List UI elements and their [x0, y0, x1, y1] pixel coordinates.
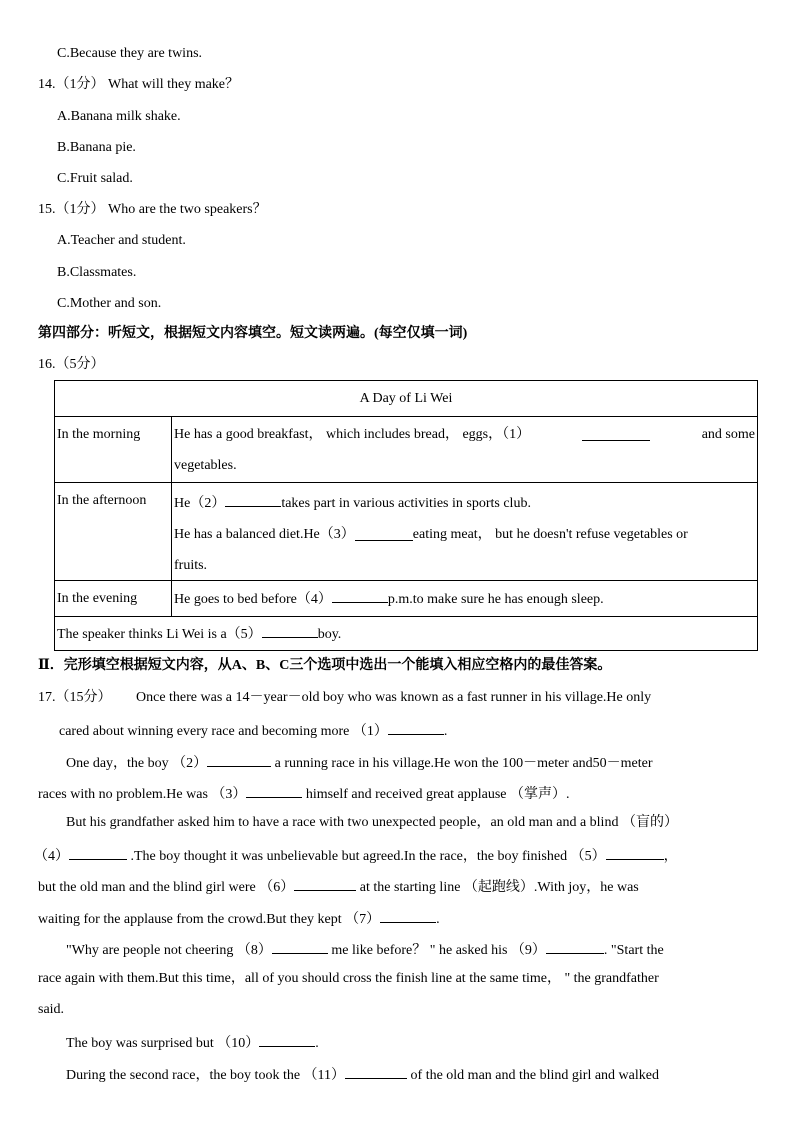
blank-2[interactable]: [225, 492, 281, 507]
q14-option-c: C.Fruit salad.: [57, 171, 133, 186]
afternoon-cell: [172, 483, 758, 581]
evening-text-b: p.m.to make sure he has enough sleep.: [387, 592, 604, 607]
q15-text: Who are the two speakers？: [108, 202, 267, 217]
q17-text-8a: waiting for the applause from the crowd.But they kept （7）: [38, 912, 381, 927]
blank-q17-7[interactable]: [380, 908, 436, 923]
section2-heading: Ⅱ．完形填空根据短文内容，从A、B、C三个选项中选出一个能填入相应空格内的最佳答案。: [38, 658, 612, 673]
q17-line-10: race again with them.But this time，all of you should cross the finish line at the same time， " the grandfather: [38, 971, 659, 986]
blank-q17-8[interactable]: [272, 939, 328, 954]
q13-option-c: C.Because they are twins.: [57, 46, 203, 61]
q17-line-3: [66, 752, 653, 773]
blank-5[interactable]: [262, 623, 318, 638]
q17-line-13: [66, 1064, 659, 1085]
evening-cell: [172, 581, 758, 617]
afternoon-text-2a: He has a balanced diet.He（3）: [174, 527, 355, 542]
afternoon-text-1b: takes part in various activities in sports club.: [281, 496, 531, 511]
q14-question: [38, 76, 239, 94]
q17-text-1: Once there was a 14－year－old boy who was known as a fast runner in his village.He only: [136, 690, 652, 705]
q17-line-11: said.: [38, 1002, 65, 1017]
q17-text-9b: me like before？ " he asked his （9）: [331, 943, 546, 958]
q17-text-3a: One day，the boy （2）: [66, 756, 208, 771]
q17-line-8: [38, 908, 440, 929]
q17-score: （15分）: [55, 690, 112, 705]
blank-q17-6[interactable]: [294, 876, 356, 891]
q17-line-4: [38, 783, 569, 804]
q17-text-13b: of the old man and the blind girl and walked: [410, 1068, 659, 1083]
blank-4[interactable]: [332, 588, 388, 603]
q17-line-5: But his grandfather asked him to have a race with two unexpected people，an old man and a blind （盲的）: [66, 815, 678, 830]
q17-line-9: [66, 939, 664, 960]
q14-option-b: B.Banana pie.: [57, 140, 136, 155]
summary-text-a: The speaker thinks Li Wei is a（5）: [57, 627, 262, 642]
q17-text-7a: but the old man and the blind girl were （6）: [38, 880, 295, 895]
q17-number: 17.: [38, 690, 56, 705]
q16-number: 16.: [38, 357, 56, 372]
afternoon-text-2b: eating meat， but he doesn't refuse vegetables or: [412, 527, 688, 542]
blank-q17-2[interactable]: [207, 752, 271, 767]
q17-text-8b: .: [436, 912, 440, 927]
blank-q17-10[interactable]: [259, 1032, 315, 1047]
q15-question: [38, 201, 267, 219]
q17-text-6a: （4）: [34, 849, 69, 864]
blank-q17-4[interactable]: [69, 845, 127, 860]
q17-line-6: [34, 845, 678, 866]
q17-text-2a: cared about winning every race and becoming more （1）: [59, 724, 388, 739]
morning-text-3: vegetables.: [174, 458, 237, 473]
q15-option-c: C.Mother and son.: [57, 296, 162, 311]
blank-1[interactable]: [582, 426, 650, 441]
q16-score: （5分）: [55, 357, 105, 372]
q17-text-12b: .: [315, 1036, 319, 1051]
blank-q17-1[interactable]: [388, 720, 444, 735]
q17-text-4b: himself and received great applause （掌声）.: [305, 787, 570, 802]
part4-heading: 第四部分：听短文，根据短文内容填空。短文读两遍。(每空仅填一词): [38, 326, 468, 341]
q15-option-a: A.Teacher and student.: [57, 233, 186, 248]
q17-text-13a: During the second race，the boy took the （11）: [66, 1068, 346, 1083]
blank-q17-5[interactable]: [606, 845, 664, 860]
q17-text-9a: "Why are people not cheering （8）: [66, 943, 272, 958]
q14-score: （1分）: [55, 77, 105, 92]
q17-text-6b: .The boy thought it was unbelievable but agreed.In the race，the boy finished （5）: [130, 849, 606, 864]
q17-text-2b: .: [443, 724, 448, 739]
evening-text-a: He goes to bed before（4）: [174, 592, 332, 607]
morning-cell: [172, 417, 758, 483]
q17-text-4a: races with no problem.He was （3）: [38, 787, 247, 802]
afternoon-text-1a: He（2）: [174, 496, 226, 511]
blank-3[interactable]: [355, 526, 413, 541]
afternoon-label: In the afternoon: [55, 483, 172, 581]
table-title: A Day of Li Wei: [55, 381, 758, 417]
q17-text-3b: a running race in his village.He won the 100－meter and50－meter: [274, 756, 653, 771]
day-table: [54, 380, 758, 651]
morning-text-1: He has a good breakfast， which includes bread， eggs，（1）: [174, 427, 531, 442]
evening-label: In the evening: [55, 581, 172, 617]
morning-label: In the morning: [55, 417, 172, 483]
summary-text-b: boy.: [317, 627, 342, 642]
q17-text-6c: ，: [663, 849, 678, 864]
q14-text: What will they make？: [108, 77, 240, 92]
q17-text-9c: . "Start the: [603, 943, 664, 958]
afternoon-text-3: fruits.: [174, 558, 208, 573]
blank-q17-9[interactable]: [546, 939, 604, 954]
morning-text-2: and some: [701, 427, 755, 442]
q15-option-b: B.Classmates.: [57, 265, 137, 280]
summary-cell: [55, 617, 758, 651]
blank-q17-3[interactable]: [246, 783, 302, 798]
q17-line-1: [38, 689, 651, 707]
q14-number: 14.: [38, 77, 56, 92]
q17-line-12: [66, 1032, 319, 1053]
q16-header: [38, 356, 105, 374]
q17-line-7: [38, 876, 639, 897]
q17-text-12a: The boy was surprised but （10）: [66, 1036, 260, 1051]
q15-number: 15.: [38, 202, 56, 217]
q17-text-7b: at the starting line （起跑线）.With joy，he was: [359, 880, 639, 895]
q14-option-a: A.Banana milk shake.: [57, 109, 181, 124]
q17-line-2: [59, 720, 447, 741]
q15-score: （1分）: [55, 202, 105, 217]
blank-q17-11[interactable]: [345, 1064, 407, 1079]
